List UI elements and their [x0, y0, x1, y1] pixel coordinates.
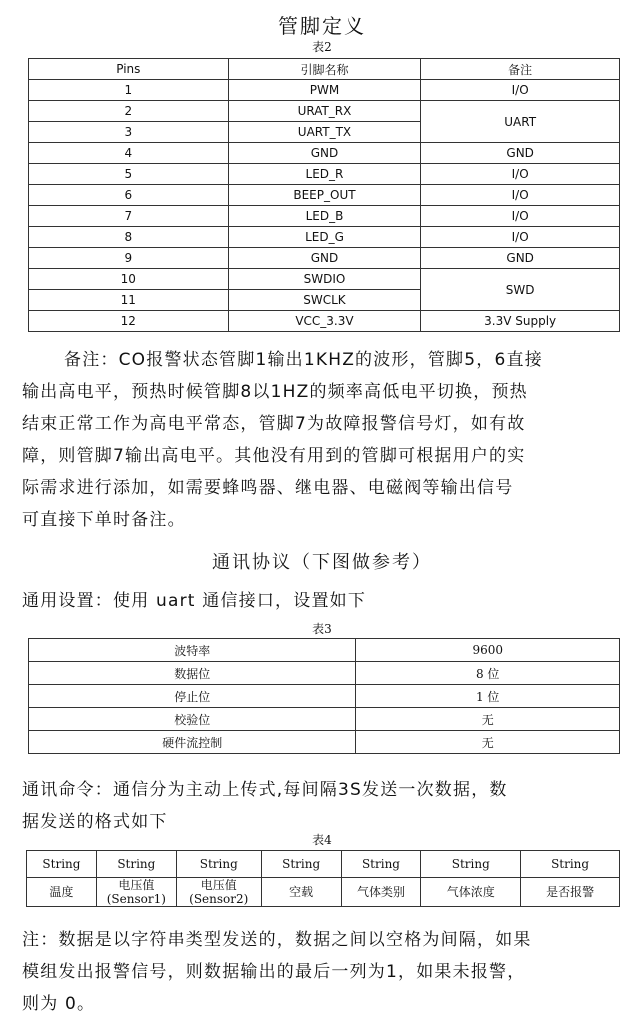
remark-line: 备注：CO报警状态管脚1输出1KHZ的波形，管脚5，6直接	[64, 350, 543, 370]
pin-number: 12	[29, 311, 229, 332]
table-row	[29, 206, 620, 227]
field-type: String	[27, 851, 97, 878]
pin-name: LED_G	[228, 227, 421, 248]
pin-name: LED_R	[228, 164, 421, 185]
pin-note: SWD	[421, 269, 620, 311]
remark-line: 障，则管脚7输出高电平。其他没有用到的管脚可根据用户的实	[22, 446, 526, 466]
table-row	[29, 269, 620, 290]
pin-name: GND	[228, 248, 421, 269]
table-row	[29, 227, 620, 248]
pin-number: 5	[29, 164, 229, 185]
pin-name: GND	[228, 143, 421, 164]
field-type: String	[261, 851, 341, 878]
field-type: String	[521, 851, 620, 878]
table-row	[29, 164, 620, 185]
table3-caption: 表3	[312, 622, 332, 636]
pin-number: 11	[29, 290, 229, 311]
section-heading: 通讯协议（下图做参考）	[212, 552, 432, 573]
command-line: 据发送的格式如下	[22, 812, 168, 832]
column-header: 备注	[421, 59, 620, 80]
table-row	[29, 639, 620, 662]
pin-name: LED_B	[228, 206, 421, 227]
setting-label: 波特率	[29, 639, 356, 662]
pin-number: 3	[29, 122, 229, 143]
pin-number: 7	[29, 206, 229, 227]
pin-definition-table	[28, 58, 620, 332]
table-header-row	[29, 59, 620, 80]
table-row	[29, 708, 620, 731]
command-line: 通讯命令：通信分为主动上传式,每间隔3S发送一次数据，数	[22, 780, 508, 800]
pin-name: PWM	[228, 80, 421, 101]
remark-line: 际需求进行添加，如需要蜂鸣器、继电器、电磁阀等输出信号	[22, 478, 514, 498]
setting-label: 停止位	[29, 685, 356, 708]
pin-name: VCC_3.3V	[228, 311, 421, 332]
table-row	[29, 101, 620, 122]
uart-settings-table	[28, 638, 620, 754]
pin-note: 3.3V Supply	[421, 311, 620, 332]
table-row	[29, 143, 620, 164]
field-name: 温度	[27, 878, 97, 907]
setting-value: 8 位	[356, 662, 620, 685]
table-row	[29, 662, 620, 685]
setting-value: 1 位	[356, 685, 620, 708]
remark-line: 结束正常工作为高电平常态，管脚7为故障报警信号灯，如有故	[22, 414, 526, 434]
setting-label: 校验位	[29, 708, 356, 731]
table-row	[29, 731, 620, 754]
pin-note: I/O	[421, 227, 620, 248]
setting-value: 无	[356, 731, 620, 754]
pin-number: 10	[29, 269, 229, 290]
pin-note: I/O	[421, 185, 620, 206]
table-row	[29, 311, 620, 332]
command-paragraph	[22, 774, 622, 838]
field-name: 空载	[261, 878, 341, 907]
pin-number: 9	[29, 248, 229, 269]
pin-note: UART	[421, 101, 620, 143]
setting-label: 数据位	[29, 662, 356, 685]
note-paragraph	[22, 924, 622, 1020]
remark-paragraph	[22, 344, 622, 536]
table2-caption: 表2	[312, 40, 332, 54]
pin-name: SWCLK	[228, 290, 421, 311]
pin-name: UART_TX	[228, 122, 421, 143]
table-row	[29, 248, 620, 269]
table4-caption: 表4	[312, 833, 332, 847]
field-name: 气体浓度	[421, 878, 521, 907]
field-name: 气体类别	[341, 878, 421, 907]
field-type: String	[96, 851, 176, 878]
table-row	[27, 851, 620, 878]
field-name: 电压值 (Sensor2)	[176, 878, 261, 907]
note-line: 则为 0。	[22, 994, 96, 1014]
pin-number: 6	[29, 185, 229, 206]
pin-name: BEEP_OUT	[228, 185, 421, 206]
field-type: String	[341, 851, 421, 878]
column-header: 引脚名称	[228, 59, 421, 80]
pin-name: URAT_RX	[228, 101, 421, 122]
remark-line: 输出高电平，预热时候管脚8以1HZ的频率高低电平切换，预热	[22, 382, 528, 402]
field-name: 电压值 (Sensor1)	[96, 878, 176, 907]
pin-note: I/O	[421, 80, 620, 101]
pin-number: 2	[29, 101, 229, 122]
remark-line: 可直接下单时备注。	[22, 510, 186, 530]
pin-note: GND	[421, 248, 620, 269]
setting-value: 9600	[356, 639, 620, 662]
field-type: String	[421, 851, 521, 878]
pin-note: I/O	[421, 164, 620, 185]
table-row	[29, 80, 620, 101]
general-setting-text: 通用设置：使用 uart 通信接口，设置如下	[22, 591, 367, 611]
data-format-table	[26, 850, 620, 907]
table-row	[27, 878, 620, 907]
pin-note: I/O	[421, 206, 620, 227]
table-row	[29, 185, 620, 206]
table-row	[29, 685, 620, 708]
page-title: 管脚定义	[278, 14, 366, 38]
column-header: Pins	[29, 59, 229, 80]
note-line: 注：数据是以字符串类型发送的，数据之间以空格为间隔，如果	[22, 930, 532, 950]
setting-value: 无	[356, 708, 620, 731]
pin-note: GND	[421, 143, 620, 164]
field-name: 是否报警	[521, 878, 620, 907]
note-line: 模组发出报警信号，则数据输出的最后一列为1，如果未报警，	[22, 962, 526, 982]
pin-number: 4	[29, 143, 229, 164]
pin-number: 8	[29, 227, 229, 248]
field-type: String	[176, 851, 261, 878]
pin-name: SWDIO	[228, 269, 421, 290]
setting-label: 硬件流控制	[29, 731, 356, 754]
pin-number: 1	[29, 80, 229, 101]
